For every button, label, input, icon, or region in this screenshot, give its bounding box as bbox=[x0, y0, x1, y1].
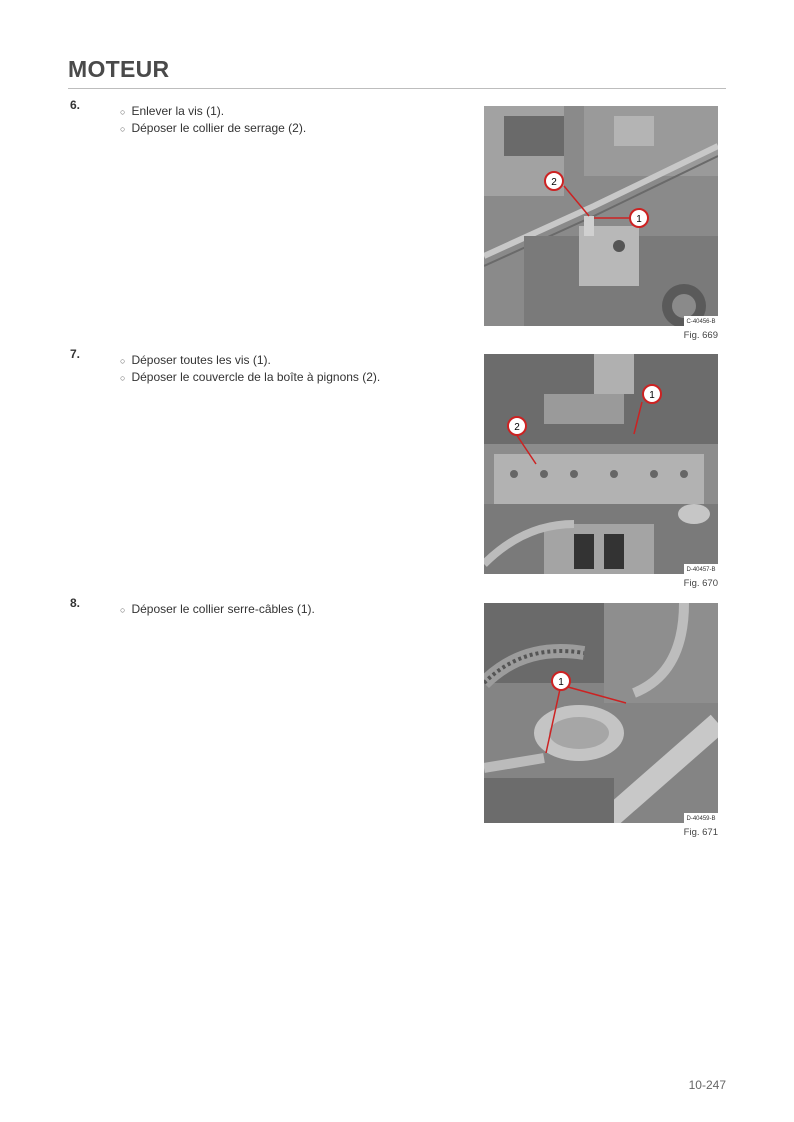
callout-1: 1 bbox=[558, 677, 564, 688]
step-number: 6. bbox=[70, 98, 81, 112]
figure-caption: Fig. 669 bbox=[683, 330, 718, 341]
list-item: ○ Déposer le collier serre-câbles (1). bbox=[120, 602, 315, 616]
list-item: ○ Déposer le collier de serrage (2). bbox=[120, 121, 307, 135]
figure-photo bbox=[484, 106, 718, 326]
step-instructions bbox=[120, 103, 306, 137]
figure-caption: Fig. 670 bbox=[683, 578, 718, 589]
step-number: 8. bbox=[70, 596, 81, 610]
callout-2: 2 bbox=[551, 177, 557, 188]
figure-photo bbox=[484, 354, 718, 574]
photo-code: D-40457-B bbox=[686, 567, 716, 573]
bullet-circle-icon: ○ bbox=[120, 107, 126, 117]
bullet-circle-icon: ○ bbox=[120, 373, 126, 383]
title-divider bbox=[68, 88, 726, 89]
step-instructions bbox=[120, 601, 315, 618]
figure-photo bbox=[484, 603, 718, 823]
callout-1: 1 bbox=[636, 214, 642, 225]
step-instructions bbox=[120, 352, 380, 386]
photo-code: D-40459-B bbox=[686, 816, 716, 822]
bullet-circle-icon: ○ bbox=[120, 356, 126, 366]
bullet-circle-icon: ○ bbox=[120, 605, 126, 615]
list-item: ○ Déposer le couvercle de la boîte à pignons (2). bbox=[120, 370, 381, 384]
figure-caption: Fig. 671 bbox=[683, 827, 718, 838]
page-title: MOTEUR bbox=[68, 56, 170, 82]
bullet-circle-icon: ○ bbox=[120, 124, 126, 134]
list-item: ○ Enlever la vis (1). bbox=[120, 104, 225, 118]
callout-2: 2 bbox=[514, 422, 520, 433]
page-number: 10-247 bbox=[688, 1078, 726, 1092]
callout-1: 1 bbox=[649, 390, 655, 401]
photo-code: C-40456-B bbox=[686, 319, 716, 325]
step-number: 7. bbox=[70, 347, 81, 361]
list-item: ○ Déposer toutes les vis (1). bbox=[120, 353, 271, 367]
